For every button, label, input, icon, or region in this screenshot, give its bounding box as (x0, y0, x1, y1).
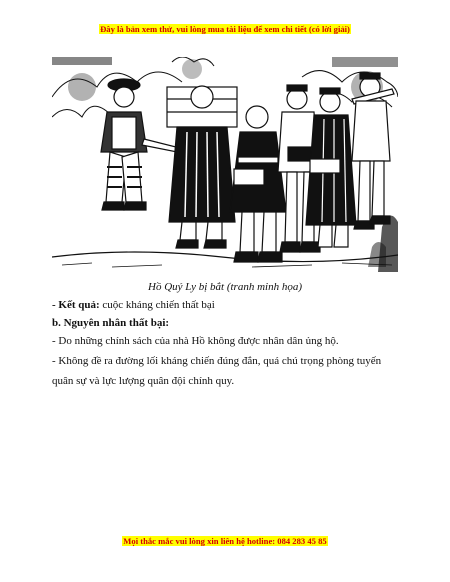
cause-2: - Không đề ra đường lối kháng chiến đúng đắn, quá chú trọng phòng tuyến quân sự và lực lượng quân đội chính quy. (52, 355, 382, 387)
hotline-text: Mọi thắc mắc vui lòng xin liên hệ hotline: 084 283 45 85 (123, 536, 327, 546)
preview-notice-banner (0, 24, 450, 35)
hotline-banner (0, 536, 450, 547)
causes-heading-text: b. Nguyên nhân thất bại: (52, 317, 170, 329)
causes-heading (52, 316, 398, 331)
ink-drawing-svg (52, 57, 398, 275)
figure-caption: Hồ Quý Ly bị bắt (tranh minh họa) (148, 281, 302, 293)
result-label: - Kết quả: (52, 299, 100, 311)
cause-1: - Do những chính sách của nhà Hồ không được nhân dân ủng hộ. (52, 335, 339, 347)
result-text: cuộc kháng chiến thất bại (99, 299, 215, 311)
preview-notice-text: Đây là bản xem thử, vui lòng mua tài liệu để xem chi tiết (có lời giải) (100, 24, 350, 34)
illustration-ho-quy-ly-captured (52, 57, 398, 275)
result-line (52, 298, 398, 313)
